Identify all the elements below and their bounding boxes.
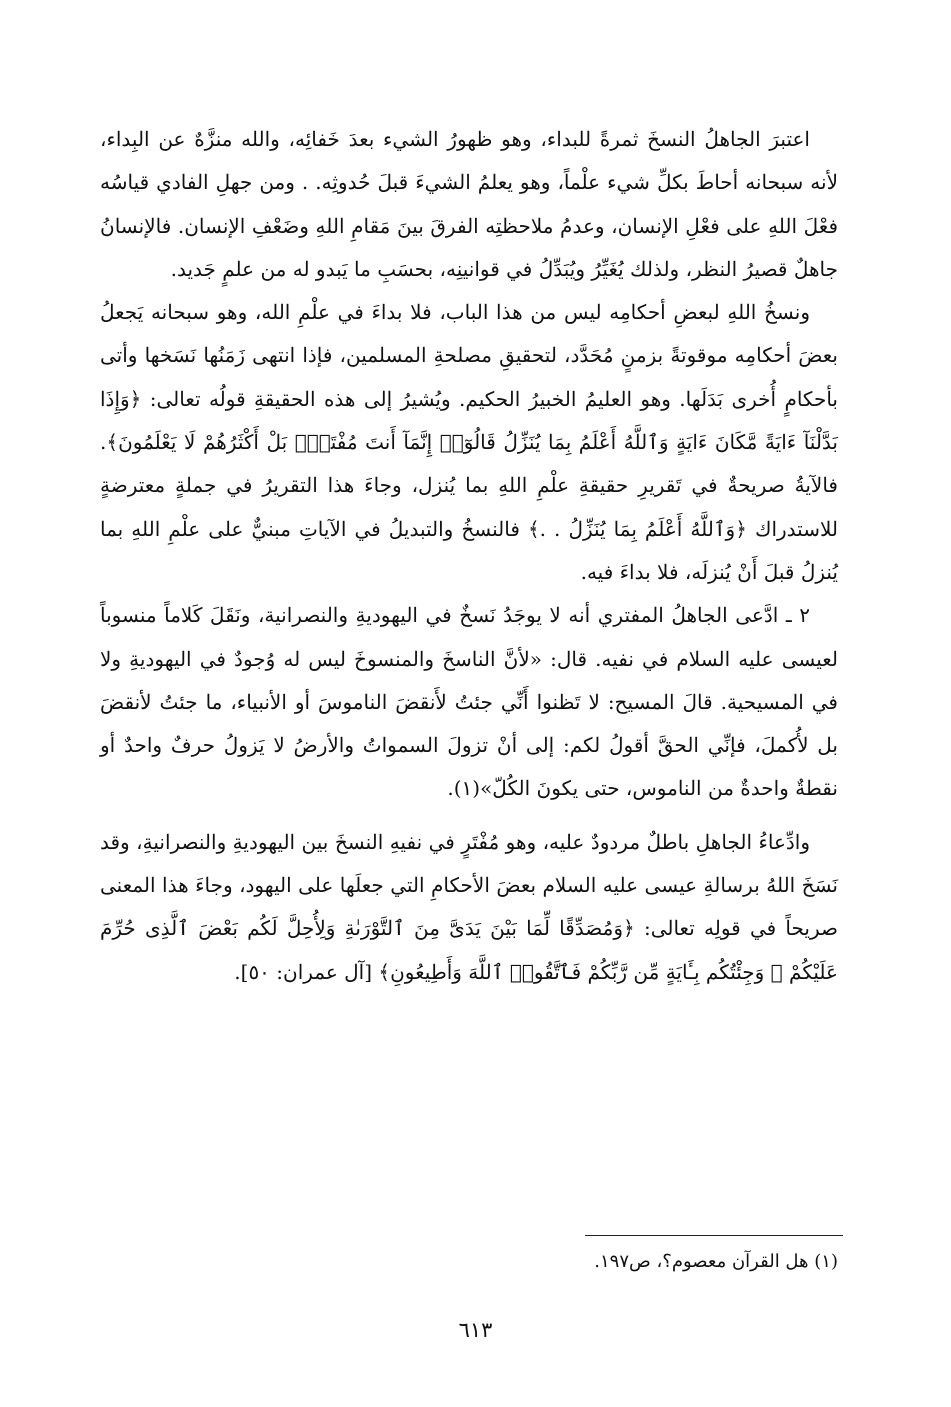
paragraph-3: ٢ ـ ادَّعى الجاهلُ المفتري أنه لا يوجَدُ نَسخٌ في اليهوديةِ والنصرانية، ونَقَلَ كَلاماً منسوباً لعيسى عليه السلام في نفيه. قال: «لأنَّ الناسخَ والمنسوخَ ليس له وُجودٌ في اليهوديةِ ولا في المسيحية. قالَ المسيح: لا تَظنوا أَنِّي جئتُ لأَنقضَ الناموسَ أو الأنبياء، ما جئتُ لأنقضَ بل لأُكملَ، فإنِّي الحقَّ أقولُ لكم: إلى أنْ تزولَ السمواتُ والأرضُ لا يَزولُ حرفٌ واحدٌ أو نقطةٌ واحدةٌ من الناموس، حتى يكونَ الكُلّ»(١). <box>100 603 838 801</box>
paragraph-1: اعتبرَ الجاهلُ النسخَ ثمرةً للبداء، وهو ظهورُ الشيء بعدَ خَفائِه، والله منزَّهٌ عن البِداء، لأنه سبحانه أحاطَ بكلِّ شيء علْماً، وهو يعلمُ الشيءَ قبلَ حُدوثِه. . ومن جهلِ الفادي قياسُه فعْلَ اللهِ على فعْلِ الإنسان، وعدمُ ملاحظتِه الفرقَ بينَ مَقامِ اللهِ وضَعْفِ الإنسان. فالإنسانُ جاهلٌ قصيرُ النظر، ولذلك يُغَيِّرُ ويُبَدِّلُ في قوانينِه، بحسَبِ ما يَبدو له من علمٍ جَديد. <box>100 127 838 281</box>
paragraph-2: ونسخُ اللهِ لبعضِ أحكامِه ليس من هذا الباب، فلا بداءَ في علْمِ الله، وهو سبحانه يَجعلُ بعضَ أحكامِه موقوتةً بزمنٍ مُحَدَّد، لتحقيقِ مصلحةِ المسلمين، فإذا انتهى زَمَنُها نَسَخها وأتى بأحكامٍ أُخرى بَدَلَها. وهو العليمُ الخبيرُ الحكيم. ويُشيرُ إلى هذه الحقيقةِ قولُه تعالى: ﴿وَإِذَا بَدَّلْنَآ ءَايَةً مَّكَانَ ءَايَةٍ وَٱللَّهُ أَعْلَمُ بِمَا يُنَزِّلُ قَالُوٓا۟ إِنَّمَآ أَنتَ مُفْتَرٍۭ بَلْ أَكْثَرُهُمْ لَا يَعْلَمُونَ﴾. فالآيةُ صريحةٌ في تَقريرِ حقيقةِ علْمِ اللهِ بما يُنزل، وجاءَ هذا التقريرُ في جملةٍ معترضةٍ للاستدراك ﴿وَٱللَّهُ أَعْلَمُ بِمَا يُنَزِّلُ . .﴾ فالنسخُ والتبديلُ في الآياتِ مبنيٌّ على علْمِ اللهِ بما يُنزلُ قبلَ أَنْ يُنزلَه، فلا بداءَ فيه. <box>100 300 838 584</box>
page-number: ٦١٣ <box>458 1318 493 1342</box>
paragraph-4: وادِّعاءُ الجاهلِ باطلٌ مردودٌ عليه، وهو مُفْتَرٍ في نفيهِ النسخَ بين اليهوديةِ والنصرانيةِ، وقد نَسَخَ اللهُ برسالةِ عيسى عليه السلام بعضَ الأحكامِ التي جعلَها على اليهود، وجاءَ هذا المعنى صريحاً في قولِه تعالى: ﴿وَمُصَدِّقًا لِّمَا بَيْنَ يَدَىَّ مِنَ ٱلتَّوْرَىٰةِ وَلِأُحِلَّ لَكُم بَعْضَ ٱلَّذِى حُرِّمَ عَلَيْكُمْ ۚ وَجِئْتُكُم بِـَٔايَةٍ مِّن رَّبِّكُمْ فَٱتَّقُوا۟ ٱللَّهَ وَأَطِيعُونِ﴾ [آل عمران: ٥٠]. <box>100 829 838 984</box>
footnote-separator <box>585 1235 843 1236</box>
footnote: (١) هل القرآن معصوم؟، ص١٩٧. <box>594 1251 838 1272</box>
main-text <box>100 118 838 994</box>
